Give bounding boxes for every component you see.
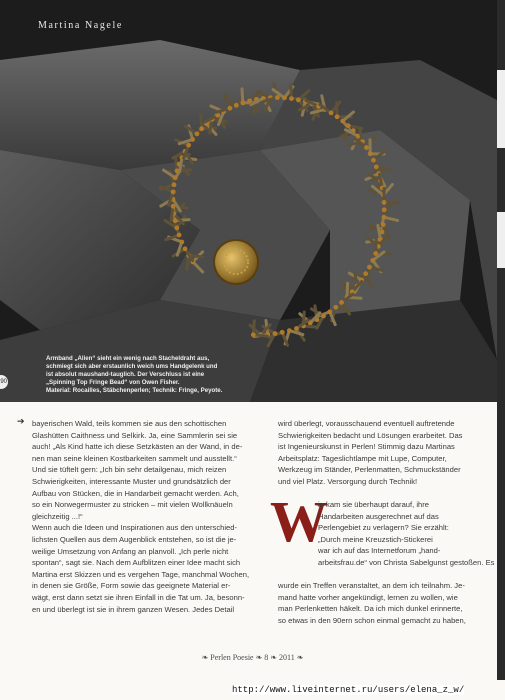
seed-bead	[174, 226, 179, 231]
text-line: und viel Platz. Versorgung durch Technik!	[278, 476, 418, 486]
text-line: wurde ein Treffen veranstaltet, an dem ich teilnahm. Je-	[278, 581, 465, 590]
text-line: nen man seine kleinen Kostbarkeiten sammelt und ausstellt.“	[32, 453, 237, 463]
text-line: wird überlegt, vorausschauend eventuell auftretende	[278, 419, 455, 428]
caption-line: schmiegt sich aber erstaunlich weich ums Handgelenk und	[46, 363, 218, 371]
article-column-dropcap-text	[318, 499, 495, 569]
page-edge-strip	[497, 0, 505, 680]
caption-line: ist absolut maushand-tauglich. Der Verschluss ist eine	[46, 371, 205, 379]
seed-bead	[371, 158, 376, 163]
text-line: en und überlegt ist sie in ihrem ganzen Wesen. Jedes Detail	[32, 604, 235, 614]
seed-bead	[382, 215, 387, 220]
caption-line: Material: Rocailles, Stäbchenperlen; Technik: Fringe, Peyote.	[46, 387, 223, 395]
watermark-url: http://www.liveinternet.ru/users/elena_z_w/	[232, 685, 465, 695]
text-line: ist Ingenieurskunst in Perlen! Stimmig dazu Martinas	[278, 442, 455, 452]
seed-bead	[374, 164, 379, 169]
seed-bead	[382, 207, 387, 212]
author-name: Martina Nagele	[38, 20, 123, 31]
seed-bead	[172, 182, 177, 187]
seed-bead	[289, 96, 294, 101]
seed-bead	[333, 305, 338, 310]
photo-caption	[46, 355, 316, 395]
edge-tab	[497, 212, 505, 268]
text-line: man Perlenketten häkelt. Da ich mich dunkel erinnerte,	[278, 604, 463, 614]
text-line: wägt, erst dann setzt sie ihren Einfall in die Tat um. Ja, besonn-	[32, 592, 245, 602]
seed-bead	[382, 200, 387, 205]
text-line: gleichzeitig ...!“	[32, 511, 83, 521]
seed-bead	[251, 332, 256, 337]
seed-bead	[339, 300, 344, 305]
text-line: Glashütten Caithness und Selkirk. Ja, eine Sammlerin sei sie	[32, 430, 238, 440]
seed-bead	[177, 233, 182, 238]
seed-bead	[183, 246, 188, 251]
seed-bead	[227, 106, 232, 111]
page-number: 90	[0, 375, 8, 389]
seed-bead	[367, 265, 372, 270]
seed-bead	[294, 326, 299, 331]
text-line: weilige Umsetzung von Anfang an planvoll. „Ich perle nicht	[32, 546, 229, 556]
seed-bead	[247, 98, 252, 103]
text-line: Und sie tüftelt gern: „Ich bin sehr detailgenau, mich reizen	[32, 465, 227, 475]
article-column-left	[32, 418, 268, 615]
text-line: Wenn auch die Ideen und Inspirationen aus den unterschied-	[32, 523, 238, 533]
text-line: Handarbeiten ausgerechnet auf das	[318, 511, 439, 521]
edge-tab	[497, 70, 505, 148]
text-line: Perlengebiet zu verlagern? Sie erzählt:	[318, 523, 449, 533]
seed-bead	[329, 110, 334, 115]
text-line: Schwierigkeiten bedacht und Lösungen erarbeitet. Das	[278, 430, 463, 440]
seed-bead	[171, 189, 176, 194]
continuation-arrow-icon: ➔	[17, 416, 25, 426]
seed-bead	[190, 137, 195, 142]
caption-line: Armband „Alien“ sieht ein wenig nach Stacheldraht aus,	[46, 355, 210, 362]
text-line: so etwas in den 90ern schon einmal gemacht zu haben,	[278, 615, 466, 625]
seed-bead	[335, 114, 340, 119]
seed-bead	[364, 145, 369, 150]
seed-bead	[346, 123, 351, 128]
seed-bead	[186, 143, 191, 148]
seed-bead	[287, 328, 292, 333]
seed-bead	[195, 131, 200, 136]
text-line: in denen sie Größe, Form sowie das geeignete Material er-	[32, 581, 231, 591]
text-line: lichsten Quellen aus dem Augenblick entstehen, so ist die je-	[32, 534, 237, 544]
text-line: Martina erst Skizzen und es vergehen Tage, manchmal Wochen,	[32, 569, 250, 579]
seed-bead	[327, 309, 332, 314]
article-column-right-bottom	[278, 580, 474, 626]
seed-bead	[368, 151, 373, 156]
seed-bead	[296, 97, 301, 102]
seed-bead	[240, 100, 245, 105]
seed-bead	[275, 95, 280, 100]
text-line: arbeitsfrau.de“ von Christa Sabelgunst gestoßen. Es	[318, 557, 495, 567]
article-column-right-top	[278, 418, 474, 488]
seed-bead	[381, 222, 386, 227]
caption-line: „Spinning Top Fringe Bead“ von Owen Fisher.	[46, 379, 180, 387]
seed-bead	[173, 218, 178, 223]
text-line: ie kam sie überhaupt darauf, ihre	[318, 500, 430, 509]
text-line: Aufbau von Stücken, die in Handarbeit gemacht werden. Ach,	[32, 488, 239, 498]
seed-bead	[370, 258, 375, 263]
text-line: Werkzeug im Ständer, Perlenmatten, Schmuckständer	[278, 465, 461, 475]
drop-cap: W	[270, 489, 328, 554]
text-line: so ein Norwegermuster zu stricken – mit vielen Wollknäueln	[32, 500, 233, 510]
seed-bead	[179, 240, 184, 245]
seed-bead	[321, 314, 326, 319]
seed-bead	[363, 271, 368, 276]
text-line: spontan“, sagt sie. Nach dem Aufblitzen einer Idee macht sich	[32, 558, 241, 568]
seed-bead	[199, 126, 204, 131]
text-line: Schwierigkeiten, interessante Muster und grundsätzlich der	[32, 476, 231, 486]
text-line: bayerischen Wald, teils kommen sie aus den schottischen	[32, 419, 227, 428]
seed-bead	[273, 331, 278, 336]
text-line: Arbeitsplatz: Tageslichtlampe mit Lupe, Computer,	[278, 453, 447, 463]
seed-bead	[282, 95, 287, 100]
text-line: mand hatte vorher angekündigt, lernen zu wollen, wie	[278, 592, 458, 602]
text-line: „Durch meine Kreuzstich-Stickerei	[318, 534, 433, 544]
text-line: war ich auf das Internetforum „hand-	[318, 546, 441, 556]
seed-bead	[234, 103, 239, 108]
seed-bead	[280, 330, 285, 335]
page-footer: ❧ Perlen Poesie ❧ 8 ❧ 2011 ❧	[201, 653, 304, 662]
seed-bead	[340, 119, 345, 124]
text-line: auch! „Als Kind hatte ich diese Setzkästen an der Wand, in de-	[32, 442, 243, 452]
seed-bead	[173, 175, 178, 180]
